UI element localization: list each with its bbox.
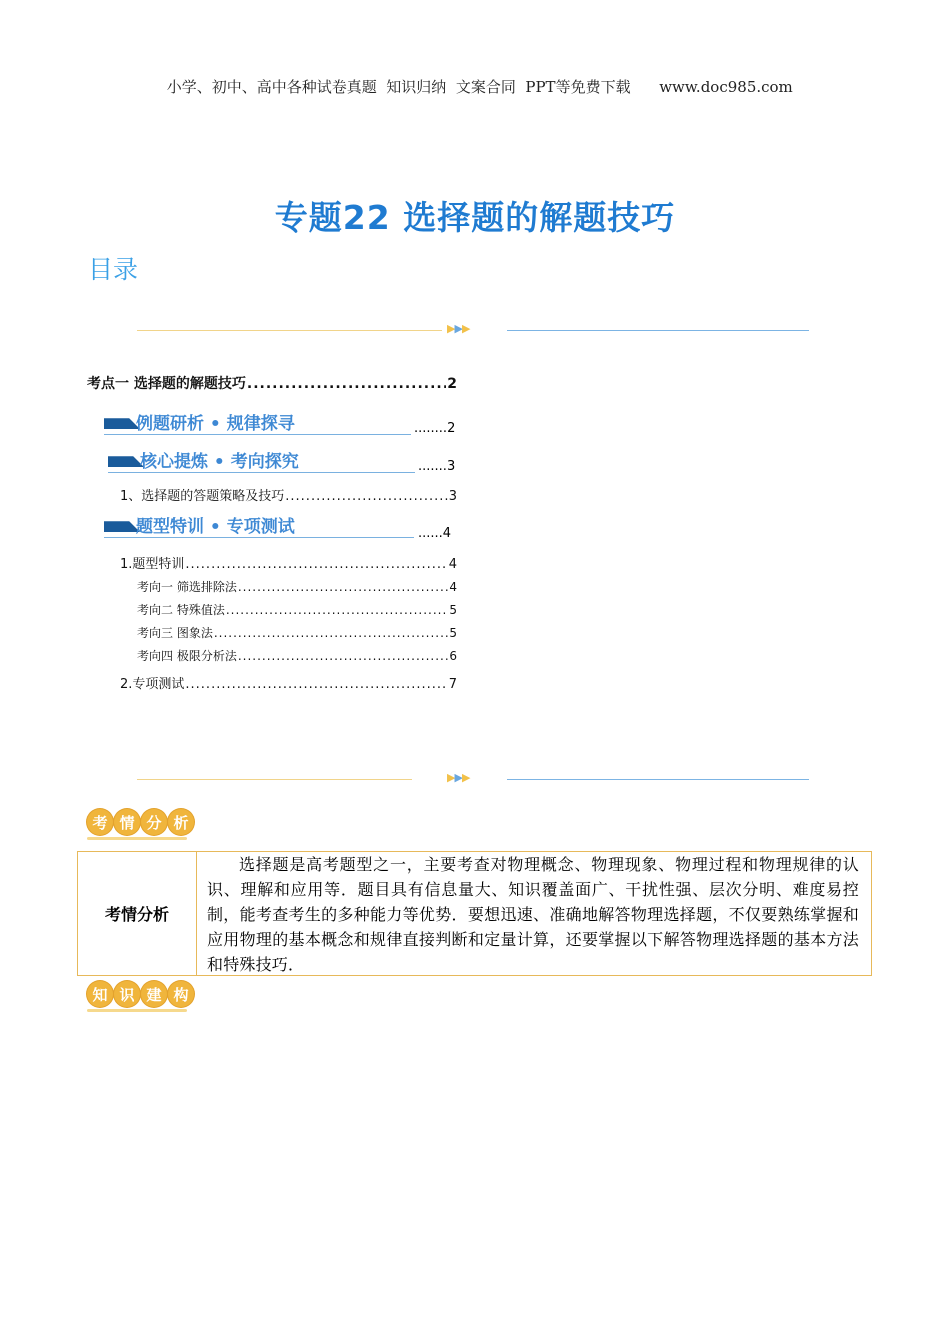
toc-item-3[interactable] bbox=[120, 673, 457, 692]
page-title: 专题22 选择题的解题技巧 bbox=[274, 198, 676, 237]
toc-label: 1、选择题的答题策略及技巧 bbox=[120, 489, 285, 504]
header-url[interactable]: www.doc985.com bbox=[659, 78, 793, 96]
toc-page: 7 bbox=[448, 677, 457, 692]
toc-item-1[interactable] bbox=[120, 485, 457, 504]
divider-arrows-icon: ▶▶▶ bbox=[447, 771, 470, 784]
toc-banner-3[interactable] bbox=[104, 511, 414, 541]
toc-label: 1.题型特训 bbox=[120, 557, 185, 572]
banner-label: 题型特训 • 专项测试 bbox=[136, 517, 295, 537]
toc-sub-3[interactable] bbox=[137, 624, 457, 641]
toc-heading: 目录 bbox=[88, 255, 139, 284]
toc-label: 考向二 特殊值法 bbox=[137, 603, 225, 617]
toc-section-1[interactable] bbox=[87, 373, 457, 393]
toc-label: 考点一 选择题的解题技巧 bbox=[87, 376, 246, 392]
divider-left bbox=[137, 330, 442, 331]
site-header bbox=[0, 58, 950, 97]
analysis-head: 考情分析 bbox=[78, 852, 197, 975]
toc-label: 考向一 筛选排除法 bbox=[137, 580, 237, 594]
toc-page: 2 bbox=[447, 376, 457, 392]
exam-analysis-table bbox=[77, 851, 872, 976]
toc-page: 3 bbox=[448, 489, 457, 504]
toc-page: 5 bbox=[449, 626, 457, 640]
toc-page: 4 bbox=[448, 557, 457, 572]
banner-label: 核心提炼 • 考向探究 bbox=[140, 452, 299, 472]
analysis-text: 选择题是高考题型之一，主要考查对物理概念、物理现象、物理过程和物理规律的认识、理解和应用等．题目具有信息量大、知识覆盖面广、干扰性强、层次分明、难度易控制，能考查考生的多种能力等优势．要想迅速、准确地解答物理选择题，不仅要熟练掌握和应用物理的基本概念和规律直接判断和定量计算，还要掌握以下解答物理选择题的基本方法和特殊技巧． bbox=[207, 855, 859, 974]
badge-exam-analysis: 考 情 分 析 bbox=[87, 809, 194, 840]
toc-page: 5 bbox=[449, 603, 457, 617]
toc-banner-2[interactable] bbox=[108, 446, 415, 476]
toc-banner-1[interactable] bbox=[104, 408, 411, 438]
toc-banner-3-page: ......4 bbox=[418, 526, 452, 541]
toc-sub-2[interactable] bbox=[137, 601, 457, 618]
toc-item-2[interactable] bbox=[120, 553, 457, 572]
divider-right bbox=[507, 330, 809, 331]
toc-sub-4[interactable] bbox=[137, 647, 457, 664]
banner-label: 例题研析 • 规律探寻 bbox=[136, 414, 295, 434]
toc-label: 2.专项测试 bbox=[120, 677, 185, 692]
toc-page: 4 bbox=[449, 580, 457, 594]
banner-flag-icon bbox=[104, 520, 140, 532]
divider-arrows-icon: ▶▶▶ bbox=[447, 322, 470, 335]
toc-label: 考向四 极限分析法 bbox=[137, 649, 237, 663]
banner-flag-icon bbox=[108, 455, 144, 467]
divider-left-2 bbox=[137, 779, 412, 780]
toc-banner-2-page: .......3 bbox=[418, 459, 456, 474]
toc-label: 考向三 图象法 bbox=[137, 626, 213, 640]
toc-sub-1[interactable] bbox=[137, 578, 457, 595]
divider-right-2 bbox=[507, 779, 809, 780]
header-text: 小学、初中、高中各种试卷真题 知识归纳 文案合同 PPT等免费下载 bbox=[166, 78, 631, 96]
badge-knowledge-structure: 知 识 建 构 bbox=[87, 981, 194, 1012]
banner-flag-icon bbox=[104, 417, 140, 429]
toc-page: 6 bbox=[449, 649, 457, 663]
toc-banner-1-page: ........2 bbox=[414, 421, 456, 436]
